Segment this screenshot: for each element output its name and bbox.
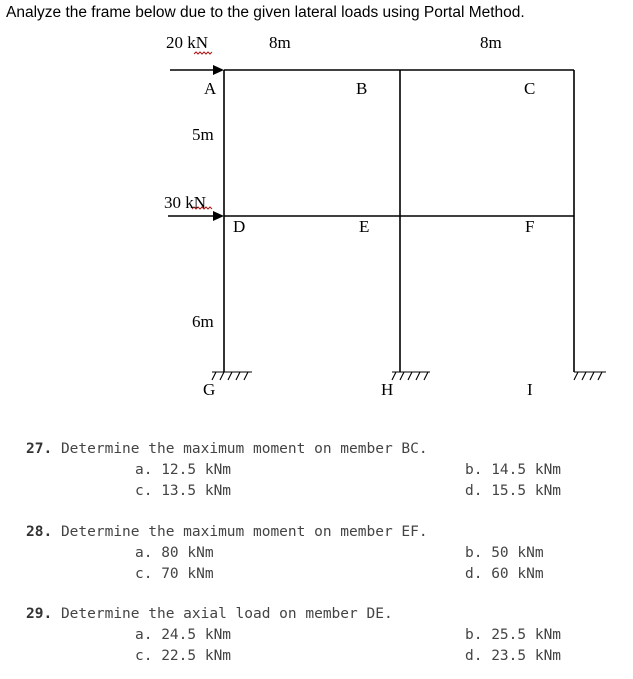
spellcheck-squiggle-icon	[194, 52, 212, 54]
question-number: 27.	[26, 441, 53, 457]
question-text: Determine the axial load on member DE.	[60, 606, 393, 622]
option-a: a. 24.5 kNm	[135, 627, 232, 643]
fixed-support-i-icon	[574, 372, 606, 380]
joint-label-a: A	[204, 79, 217, 98]
question-text: Determine the maximum moment on member BC.	[60, 441, 428, 457]
option-d: d. 23.5 kNm	[465, 648, 562, 664]
question-text: Determine the maximum moment on member EF.	[60, 524, 428, 540]
fixed-support-h-icon	[392, 372, 430, 380]
joint-label-f: F	[525, 217, 535, 236]
question-number: 28.	[26, 524, 53, 540]
option-d: d. 15.5 kNm	[465, 483, 562, 499]
joint-label-e: E	[359, 217, 370, 236]
option-b: b. 50 kNm	[465, 545, 544, 561]
option-a: a. 12.5 kNm	[135, 462, 232, 478]
load-label-middle: 30 kN	[164, 193, 207, 212]
load-arrow-30kn-icon	[168, 211, 224, 221]
option-d: d. 60 kNm	[465, 566, 544, 582]
problem-intro: Analyze the frame below due to the given lateral loads using Portal Method.	[6, 4, 525, 21]
option-b: b. 25.5 kNm	[465, 627, 562, 643]
load-label-top: 20 kN	[166, 33, 209, 52]
question-28	[26, 524, 428, 540]
joint-label-g: G	[203, 380, 216, 399]
question-27	[26, 441, 428, 457]
option-a: a. 80 kNm	[135, 545, 214, 561]
joint-label-b: B	[356, 79, 368, 98]
joint-label-i: I	[527, 380, 533, 399]
option-c: c. 22.5 kNm	[135, 648, 232, 664]
joint-label-c: C	[524, 79, 536, 98]
height-label-top: 5m	[192, 125, 214, 144]
question-number: 29.	[26, 606, 53, 622]
span-label-2: 8m	[480, 33, 502, 52]
joint-label-h: H	[381, 380, 394, 399]
option-c: c. 13.5 kNm	[135, 483, 232, 499]
fixed-support-g-icon	[212, 372, 252, 380]
span-label-1: 8m	[269, 33, 291, 52]
load-arrow-20kn-icon	[170, 65, 224, 75]
question-29	[26, 606, 393, 622]
height-label-bottom: 6m	[192, 312, 214, 331]
option-c: c. 70 kNm	[135, 566, 214, 582]
joint-label-d: D	[233, 217, 246, 236]
option-b: b. 14.5 kNm	[465, 462, 562, 478]
